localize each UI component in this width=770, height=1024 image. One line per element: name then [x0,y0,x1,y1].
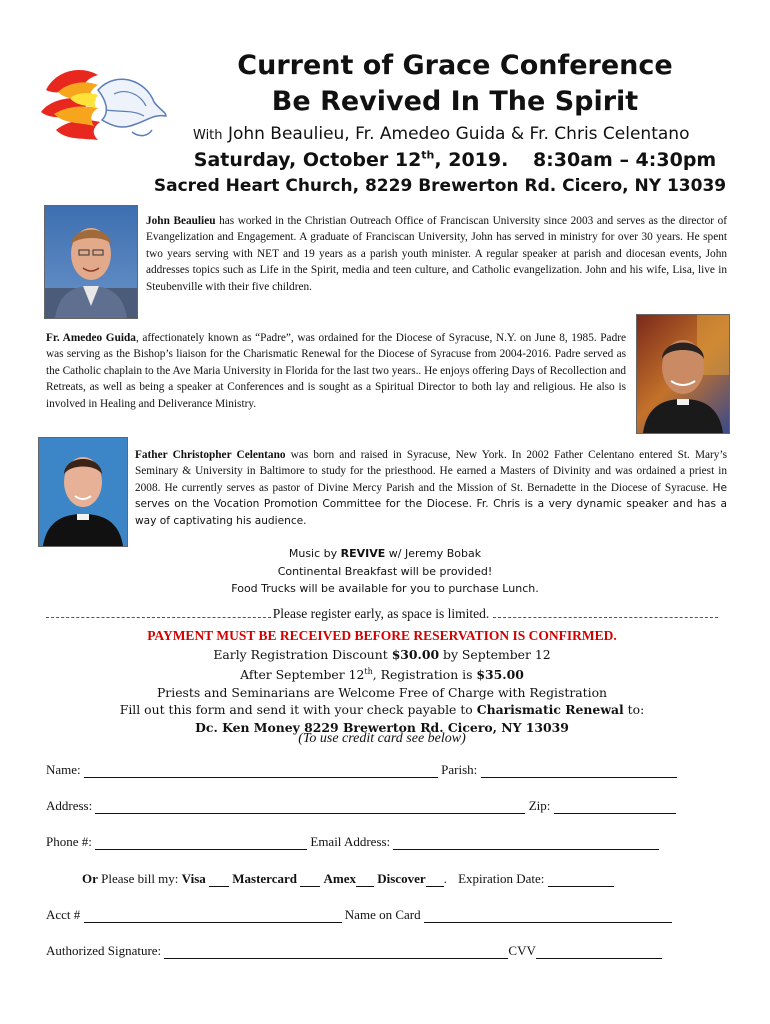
register-early-note: Please register early, as space is limited. [272,606,490,621]
after-registration-line: After September 12th, Registration is $35.00 [240,667,524,683]
speakers-names: John Beaulieu, Fr. Amedeo Guida & Fr. Chris Celentano [227,124,690,144]
cvv-field[interactable] [536,944,662,959]
name-on-card-field[interactable] [424,908,672,923]
event-location: Sacred Heart Church, 8229 Brewerton Rd. Cicero, NY 13039 [153,176,727,196]
name-on-card-label: Name on Card [344,907,421,922]
food-trucks-line: Food Trucks will be available for you to purchase Lunch. [231,582,539,595]
amedeo-name: Fr. Amedeo Guida [46,332,136,344]
phone-label: Phone #: [46,834,92,849]
name-label: Name: [46,762,81,777]
expiration-field[interactable] [548,872,614,887]
speakers-line [193,124,689,144]
chris-celentano-photo [38,437,128,547]
discover-option: Discover [377,871,426,886]
event-time: 8:30am – 4:30pm [532,149,717,172]
zip-label: Zip: [528,798,551,813]
priests-line: Priests and Seminarians are Welcome Free of Charge with Registration [156,684,608,700]
acct-label: Acct # [46,907,81,922]
form-row-acct [46,907,672,923]
amedeo-guida-bio: Fr. Amedeo Guida, affectionately known as “Padre”, was ordained for the Diocese of Syracuse, N.Y. on June 8, 1985. Padre was serving as the Bishop’s liaison for the Charismatic Renewal for the Diocese of Syracuse from 2004-2016. Padre served as the Catholic chaplain to the Ave Maria University in Florida for the last two years.. He enjoys offering Days of Recollection and Retreats, as well as being a speaker at Conferences and is sought as a Spiritual Director to both lay and religious. He also is involved in Healing and Deliverance Ministry. [46,332,626,410]
chris-celentano-bio: Father Christopher Celentano was born and raised in Syracuse, New York. In 2002 Father Celentano entered St. Mary’s Seminary & University in Baltimore to study for the priesthood. He earned a Masters of Divinity and was ordained a priest in 2008. He currently serves as pastor of Divine Mercy Parish and the Mission of St. Bernadette in the Diocese of Syracuse. He serves on the Vocation Promotion Committee for the Diocese. Fr. Chris is a very dynamic speaker and has a way of captivating his audience. [135,449,727,527]
chris-name: Father Christopher Celentano [135,449,286,461]
amex-checkbox-line[interactable] [356,872,374,887]
form-row-name [46,762,677,778]
or-label: Or [82,871,98,886]
form-row-billing: Or Please bill my: Visa Mastercard Amex Discover . Expiration Date: [82,871,614,887]
name-field[interactable] [84,763,438,778]
zip-field[interactable] [554,799,676,814]
chris-bio-continued: He serves on the Vocation Promotion Committee for the Diocese. Fr. Chris is a very dynamic speaker and has a way of captivating his audience. [135,481,727,527]
parish-field[interactable] [481,763,677,778]
acct-field[interactable] [84,908,342,923]
dashed-divider-left [46,617,271,618]
visa-checkbox-line[interactable] [209,872,229,887]
signature-label: Authorized Signature: [46,943,162,958]
visa-option: Visa [181,871,206,886]
email-field[interactable] [393,835,659,850]
music-line: Music by REVIVE w/ Jeremy Bobak [288,547,482,560]
mastercard-checkbox-line[interactable] [300,872,320,887]
payee: Charismatic Renewal [476,702,624,718]
form-row-phone [46,834,659,850]
event-date: Saturday, October 12th, 2019. [193,149,509,172]
after-price: $35.00 [476,667,524,683]
credit-card-note: (To use credit card see below) [298,731,466,746]
early-price: $30.00 [391,647,440,662]
amex-option: Amex [323,871,356,886]
fill-out-line: Fill out this form and send it with your check payable to Charismatic Renewal to: [119,702,645,718]
john-beaulieu-bio: John Beaulieu has worked in the Christian Outreach Office of Franciscan University since 2003 and serves as the director of Evangelization and Engagement. A graduate of Franciscan University, John has served in ministry for over 30 years. He spent two years serving with NET and 19 years as a parish youth minister. A regular speaker at parish and diocesan events, John addresses topics such as Life in the Spirit, media and teen culture, and Catholic evangelization. John and his wife, Lisa, live in Steubenville with their five children. [146,215,727,293]
expiration-label: Expiration Date: [458,871,545,886]
event-date-time [180,149,730,171]
email-label: Email Address: [310,834,391,849]
phone-field[interactable] [95,835,307,850]
early-registration-line: Early Registration Discount $30.00 by September 12 [213,647,551,662]
mastercard-option: Mastercard [232,871,297,886]
register-early-line [46,606,718,622]
title-line-2: Be Revived In The Spirit [271,86,639,117]
music-band: REVIVE [340,547,386,560]
event-extras [170,545,600,598]
address-field[interactable] [95,799,525,814]
breakfast-line: Continental Breakfast will be provided! [277,564,493,578]
cvv-label: CVV [508,943,536,958]
payment-warning: PAYMENT MUST BE RECEIVED BEFORE RESERVATION IS CONFIRMED. [147,628,617,643]
john-beaulieu-photo [44,205,138,319]
form-row-signature [46,943,662,959]
registration-details [46,646,718,736]
title-line-1: Current of Grace Conference [237,50,673,81]
parish-label: Parish: [441,762,478,777]
form-row-address [46,798,676,814]
mailing-address: Dc. Ken Money 8229 Brewerton Rd. Cicero, NY 13039 [195,719,569,735]
amedeo-guida-photo [636,314,730,434]
dashed-divider-right [493,617,718,618]
address-label: Address: [46,798,93,813]
holy-spirit-dove-logo [36,50,168,150]
discover-checkbox-line[interactable] [426,872,444,887]
signature-field[interactable] [164,944,508,959]
with-label: With [193,128,223,143]
john-name: John Beaulieu [146,215,216,227]
